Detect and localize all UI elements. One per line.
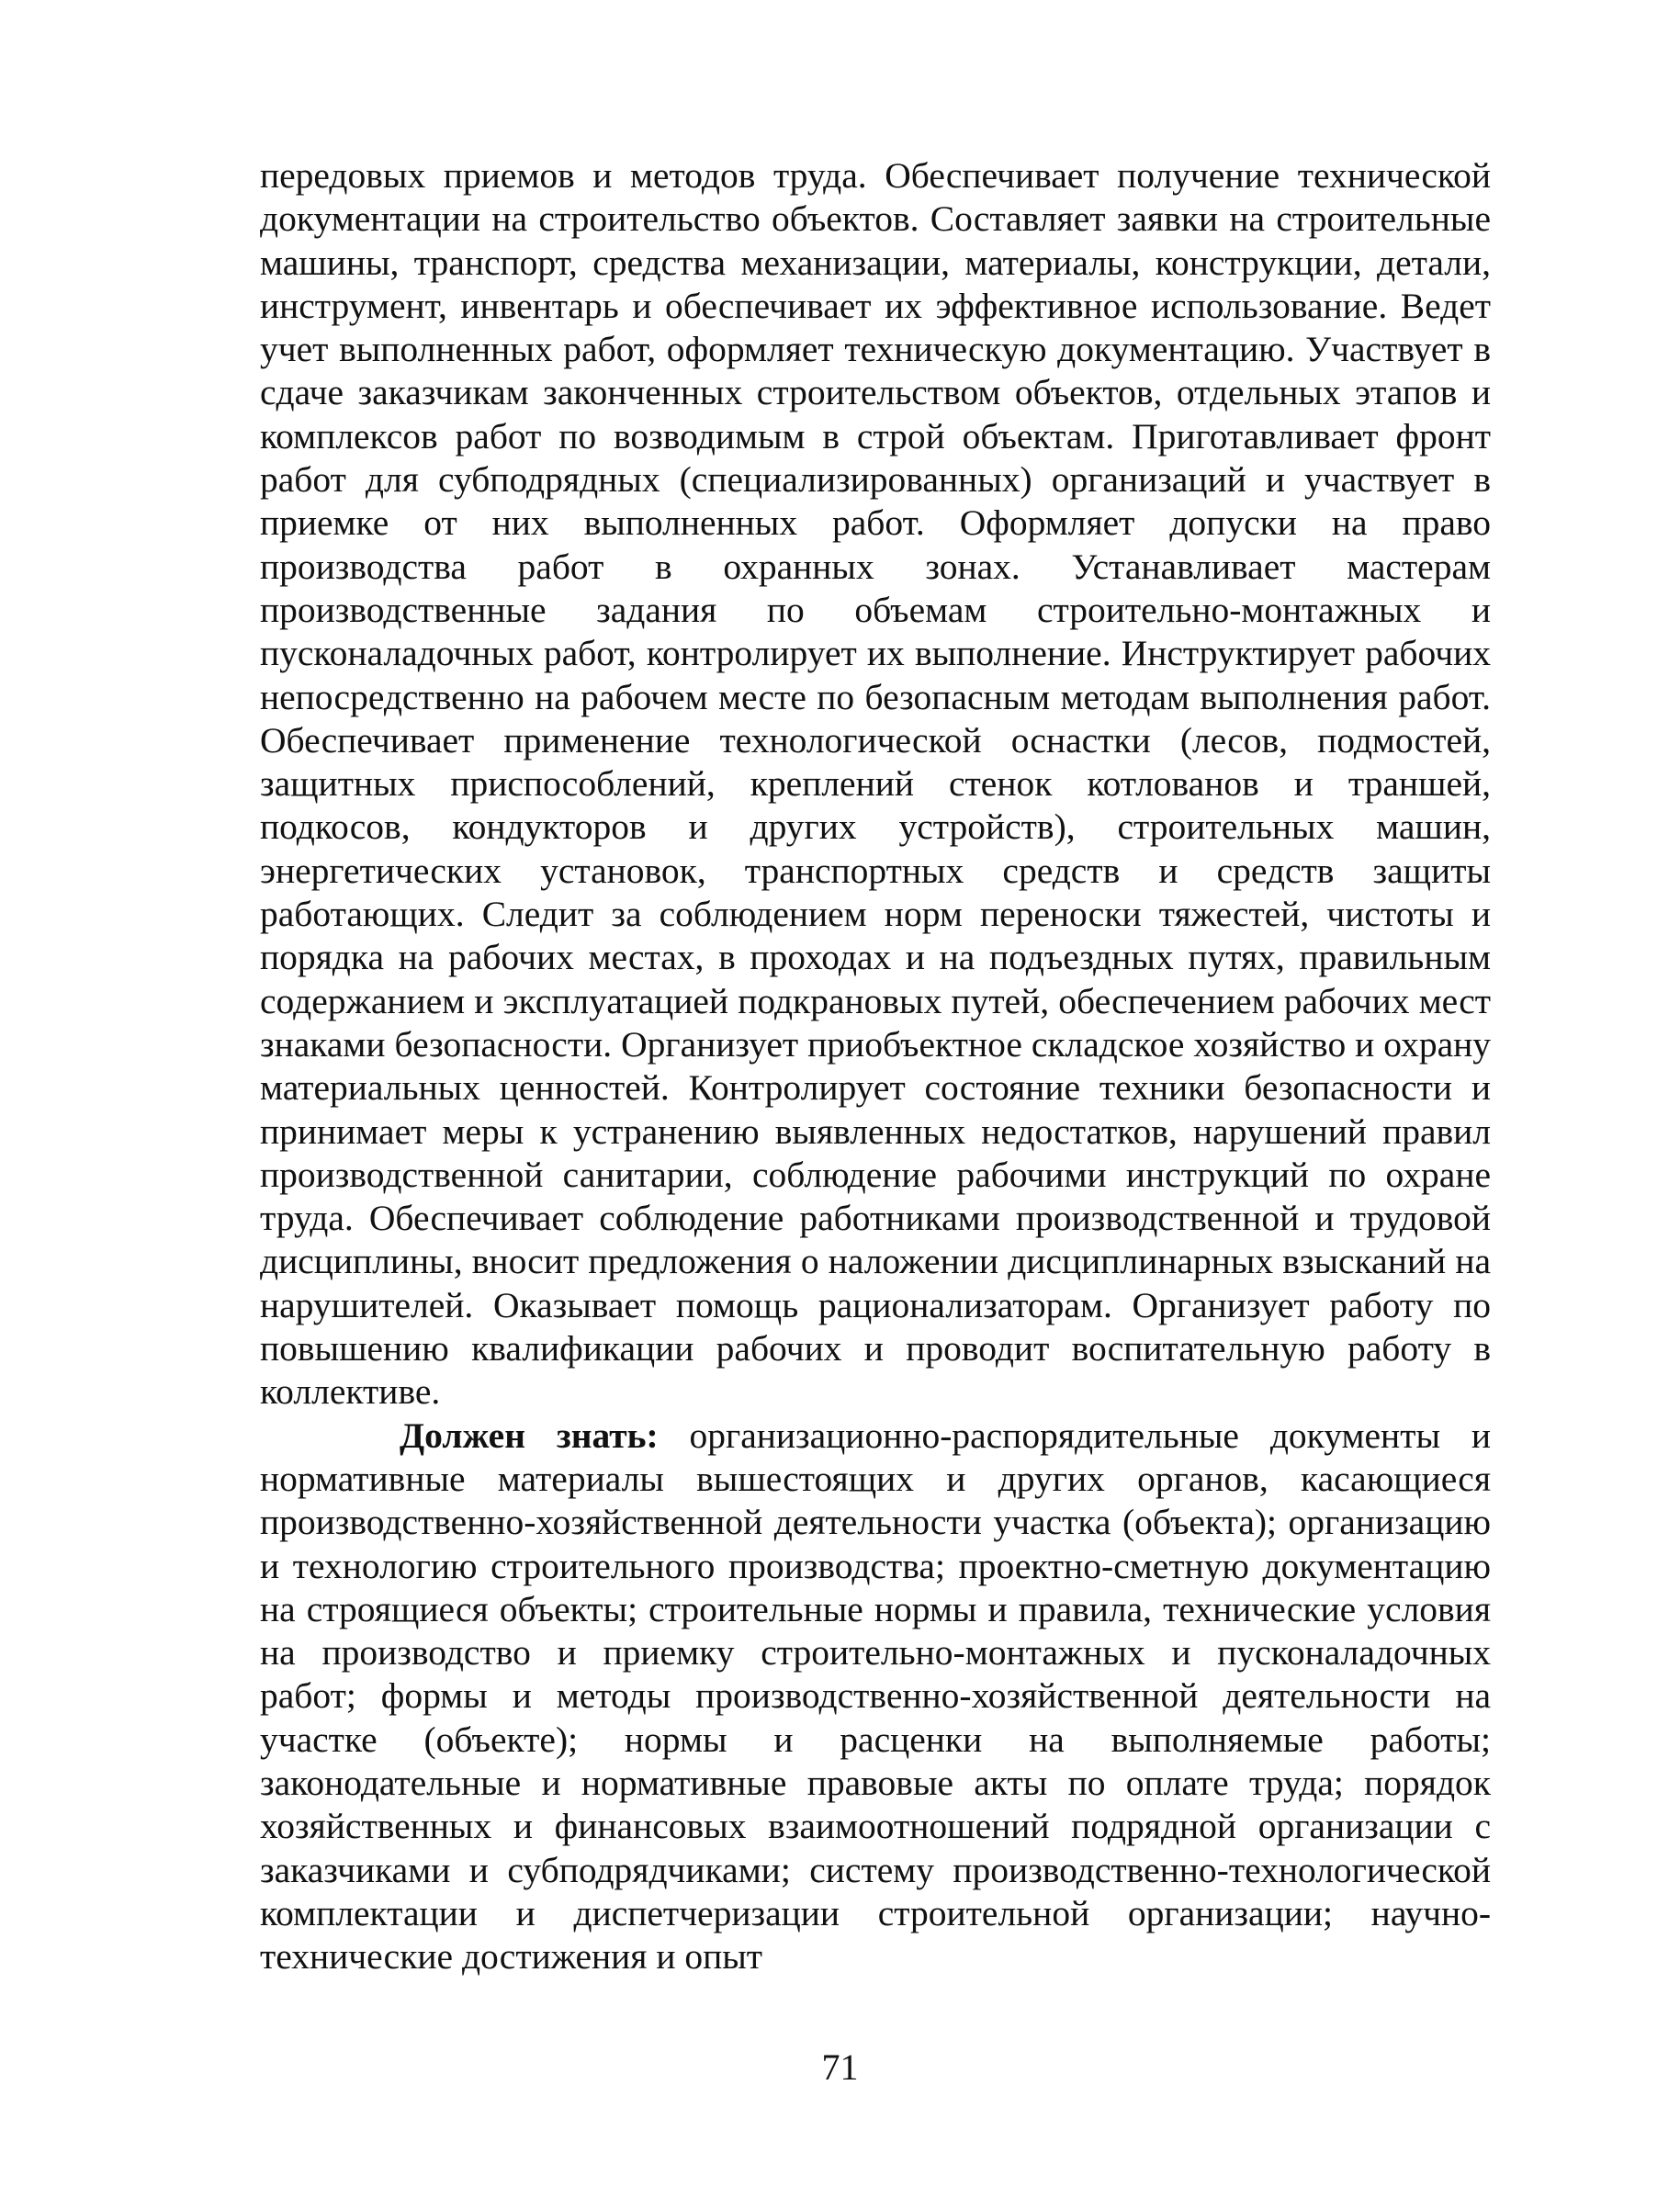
page-number: 71 <box>821 2046 859 2088</box>
paragraph-lead-heading: Должен знать: <box>400 1414 659 1456</box>
text-column <box>260 154 1491 1978</box>
paragraph-body-text: организационно-распорядительные документы и нормативные материалы вышестоящих и других органов, касающиеся производственно-хозяйственной деятельности участка (объекта); организацию и технологию строительного производства; проектно-сметную документацию на строящиеся объекты; строительные нормы и правила, технические условия на производство и приемку строительно-монтажных и пусконаладочных работ; формы и методы производственно-хозяйственной деятельности на участке (объекте); нормы и расценки на выполняемые работы; законодательные и нормативные правовые акты по оплате труда; порядок хозяйственных и финансовых взаимоотношений подрядной организации с заказчиками и субподрядчиками; систему производственно-технологической комплектации и диспетчеризации строительной организации; научно-технические достижения и опыт <box>260 1414 1491 1978</box>
body-paragraph-responsibilities: передовых приемов и методов труда. Обеспечивает получение технической документации на строительство объектов. Составляет заявки на строительные машины, транспорт, средства механизации, материалы, конструкции, детали, инструмент, инвентарь и обеспечивает их эффективное использование. Ведет учет выполненных работ, оформляет техническую документацию. Участвует в сдаче заказчикам законченных строительством объектов, отдельных этапов и комплексов работ по возводимым в строй объектам. Приготавливает фронт работ для субподрядных (специализированных) организаций и участвует в приемке от них выполненных работ. Оформляет допуски на право производства работ в охранных зонах. Устанавливает мастерам производственные задания по объемам строительно-монтажных и пусконаладочных работ, контролирует их выполнение. Инструктирует рабочих непосредственно на рабочем месте по безопасным методам выполнения работ. Обеспечивает применение технологической оснастки (лесов, подмостей, защитных приспособлений, креплений стенок котлованов и траншей, подкосов, кондукторов и других устройств), строительных машин, энергетических установок, транспортных средств и средств защиты работающих. Следит за соблюдением норм переноски тяжестей, чистоты и порядка на рабочих местах, в проходах и на подъездных путях, правильным содержанием и эксплуатацией подкрановых путей, обеспечением рабочих мест знаками безопасности. Организует приобъектное складское хозяйство и охрану материальных ценностей. Контролирует состояние техники безопасности и принимает меры к устранению выявленных недостатков, нарушений правил производственной санитарии, соблюдение рабочими инструкций по охране труда. Обеспечивает соблюдение работниками производственной и трудовой дисциплины, вносит предложения о наложении дисциплинарных взысканий на нарушителей. Оказывает помощь рационализаторам. Организует работу по повышению квалификации рабочих и проводит воспитательную работу в коллективе. <box>260 155 1491 1413</box>
body-paragraph-must-know <box>260 1414 1491 1979</box>
